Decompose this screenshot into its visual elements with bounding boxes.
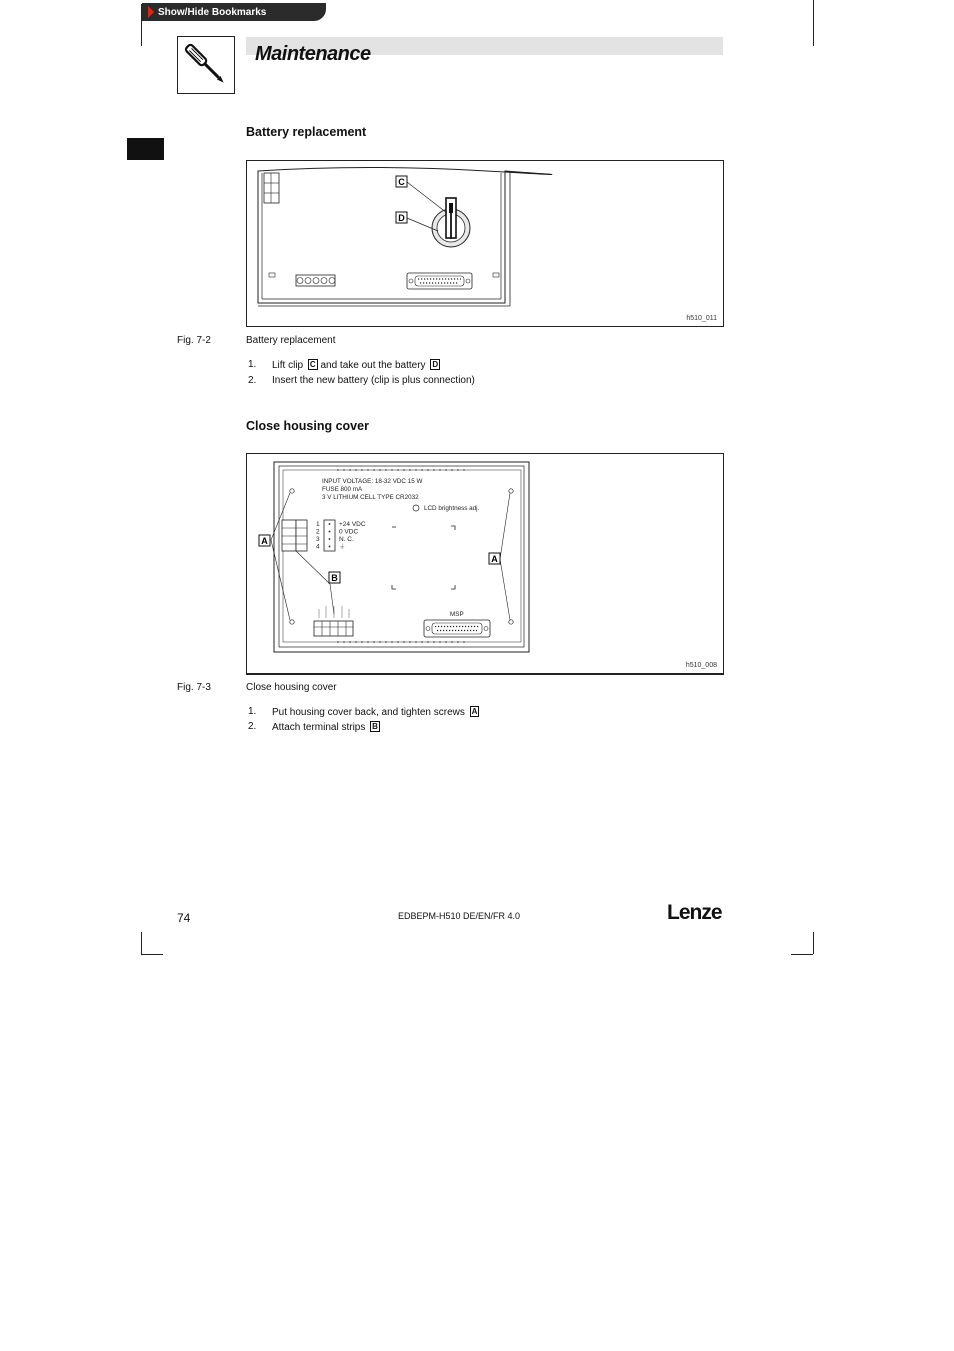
crop-mark — [141, 932, 142, 954]
figure-caption: Close housing cover — [246, 682, 337, 693]
label-b: B — [372, 722, 378, 731]
step-text — [272, 359, 440, 371]
bookmarks-label: Show/Hide Bookmarks — [158, 6, 267, 18]
terminal-number: 1 — [316, 521, 320, 528]
page-title: Maintenance — [255, 43, 371, 65]
terminal-label: N. C. — [339, 536, 354, 543]
step-text-part: Put housing cover back, and tighten screws — [272, 707, 465, 718]
panel-fuse: FUSE 800 mA — [322, 486, 363, 493]
figure-id: h510_008 — [685, 662, 717, 669]
screwdriver-icon — [177, 36, 235, 94]
step-number: 2. — [248, 721, 257, 732]
step-number: 1. — [248, 706, 257, 717]
msp-label: MSP — [450, 611, 464, 618]
label-a-right: A — [491, 554, 498, 564]
section-heading-close-housing: Close housing cover — [246, 419, 369, 433]
step-text — [272, 706, 479, 718]
crop-mark — [141, 4, 142, 46]
step-text-part: and take out the battery — [320, 360, 426, 371]
label-b: B — [331, 573, 338, 583]
crop-mark — [813, 932, 814, 954]
figure-number: Fig. 7-3 — [177, 682, 211, 693]
label-d: D — [398, 213, 405, 223]
show-hide-bookmarks-button[interactable] — [142, 3, 326, 21]
terminal-number: 4 — [316, 543, 320, 551]
figure-id: h510_011 — [686, 315, 717, 322]
crop-mark — [141, 954, 163, 955]
terminal-label: +24 VDC — [339, 521, 366, 528]
housing-diagram — [247, 454, 723, 674]
label-c: C — [398, 177, 405, 187]
section-heading-battery: Battery replacement — [246, 125, 367, 139]
crop-mark — [791, 954, 813, 955]
figure-battery-replacement — [246, 160, 724, 327]
ground-icon: ⏚ — [339, 543, 346, 551]
step-text: Insert the new battery (clip is plus connection) — [272, 375, 475, 386]
label-a: A — [471, 707, 478, 716]
chapter-marker — [127, 138, 164, 160]
terminal-number: 3 — [316, 536, 320, 543]
panel-voltage: INPUT VOLTAGE: 18-32 VDC 15 W — [322, 478, 423, 485]
crop-mark — [813, 0, 814, 46]
step-text-part: Attach terminal strips — [272, 722, 366, 733]
step-text — [272, 721, 380, 733]
label-c: C — [309, 360, 316, 369]
panel-cell: 3 V LITHIUM CELL TYPE CR2032 — [322, 494, 419, 501]
page-number: 74 — [177, 911, 191, 925]
step-text-part: Lift clip — [272, 360, 304, 371]
lcd-brightness-potentiometer — [413, 505, 419, 511]
label-d: D — [432, 360, 439, 369]
document-id: EDBEPM-H510 DE/EN/FR 4.0 — [398, 911, 521, 921]
label-a-left: A — [261, 536, 268, 546]
lcd-brightness-label: LCD brightness adj. — [424, 505, 480, 512]
figure-close-housing-cover — [246, 453, 724, 675]
figure-caption: Battery replacement — [246, 335, 336, 346]
triangle-right-icon — [148, 6, 154, 18]
terminal-number: 2 — [316, 528, 320, 536]
step-number: 1. — [248, 359, 257, 370]
terminal-label: 0 VDC — [339, 528, 359, 536]
step-number: 2. — [248, 375, 257, 386]
battery-diagram — [247, 161, 723, 326]
figure-number: Fig. 7-2 — [177, 335, 211, 346]
lenze-logo: Lenze — [667, 901, 722, 924]
